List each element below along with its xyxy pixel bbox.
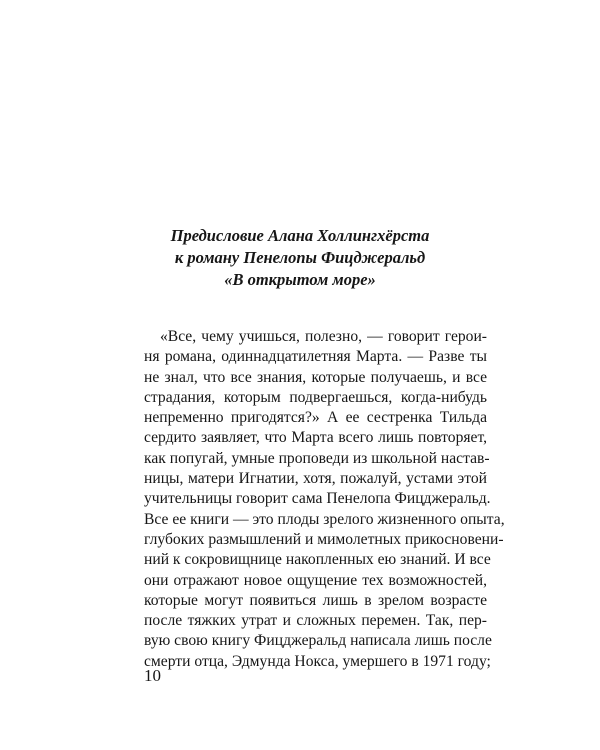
text-line: смерти отца, Эдмунда Нокса, умершего в 1971 году;	[144, 652, 491, 670]
text-line: сердито заявляет, что Марта всего лишь повторяет,	[144, 429, 487, 447]
text-line: как попугай, умные проповеди из школьной настав-	[144, 449, 490, 467]
text-line: не знал, что все знания, которые получаешь, и все	[144, 368, 487, 386]
text-line: ний к сокровищнице накопленных ею знаний. И все	[144, 551, 491, 569]
body-paragraph	[144, 327, 505, 672]
text-line: непременно пригодятся?» А ее сестренка Тильда	[144, 409, 487, 427]
text-line: Все ее книги — это плоды зрелого жизненного опыта,	[144, 510, 505, 528]
text-line: вую свою книгу Фицджеральд написала лишь после	[144, 632, 492, 650]
page-number: 10	[144, 666, 161, 685]
preface-heading	[150, 225, 450, 291]
text-line: ня романа, одиннадцатилетняя Марта. — Разве ты	[144, 348, 487, 366]
text-line: которые могут появиться лишь в зрелом возрасте	[144, 591, 487, 609]
text-line: глубоких размышлений и мимолетных прикосновени-	[144, 530, 504, 548]
text-line: учительницы говорит сама Пенелопа Фицджеральд.	[144, 490, 491, 508]
heading-line: к роману Пенелопы Фицджеральд	[174, 248, 426, 267]
text-line: ницы, матери Игнатии, хотя, пожалуй, устами этой	[144, 470, 487, 488]
text-line: после тяжких утрат и сложных перемен. Так, пер-	[144, 612, 487, 630]
text-line: «Все, чему учишься, полезно, — говорит герои-	[160, 328, 487, 345]
heading-line: Предисловие Алана Холлингхёрста	[170, 226, 430, 245]
text-line: страдания, которым подвергаешься, когда-нибудь	[144, 388, 487, 406]
heading-line: «В открытом море»	[224, 270, 376, 289]
text-line: они отражают новое ощущение тех возможностей,	[144, 571, 487, 589]
